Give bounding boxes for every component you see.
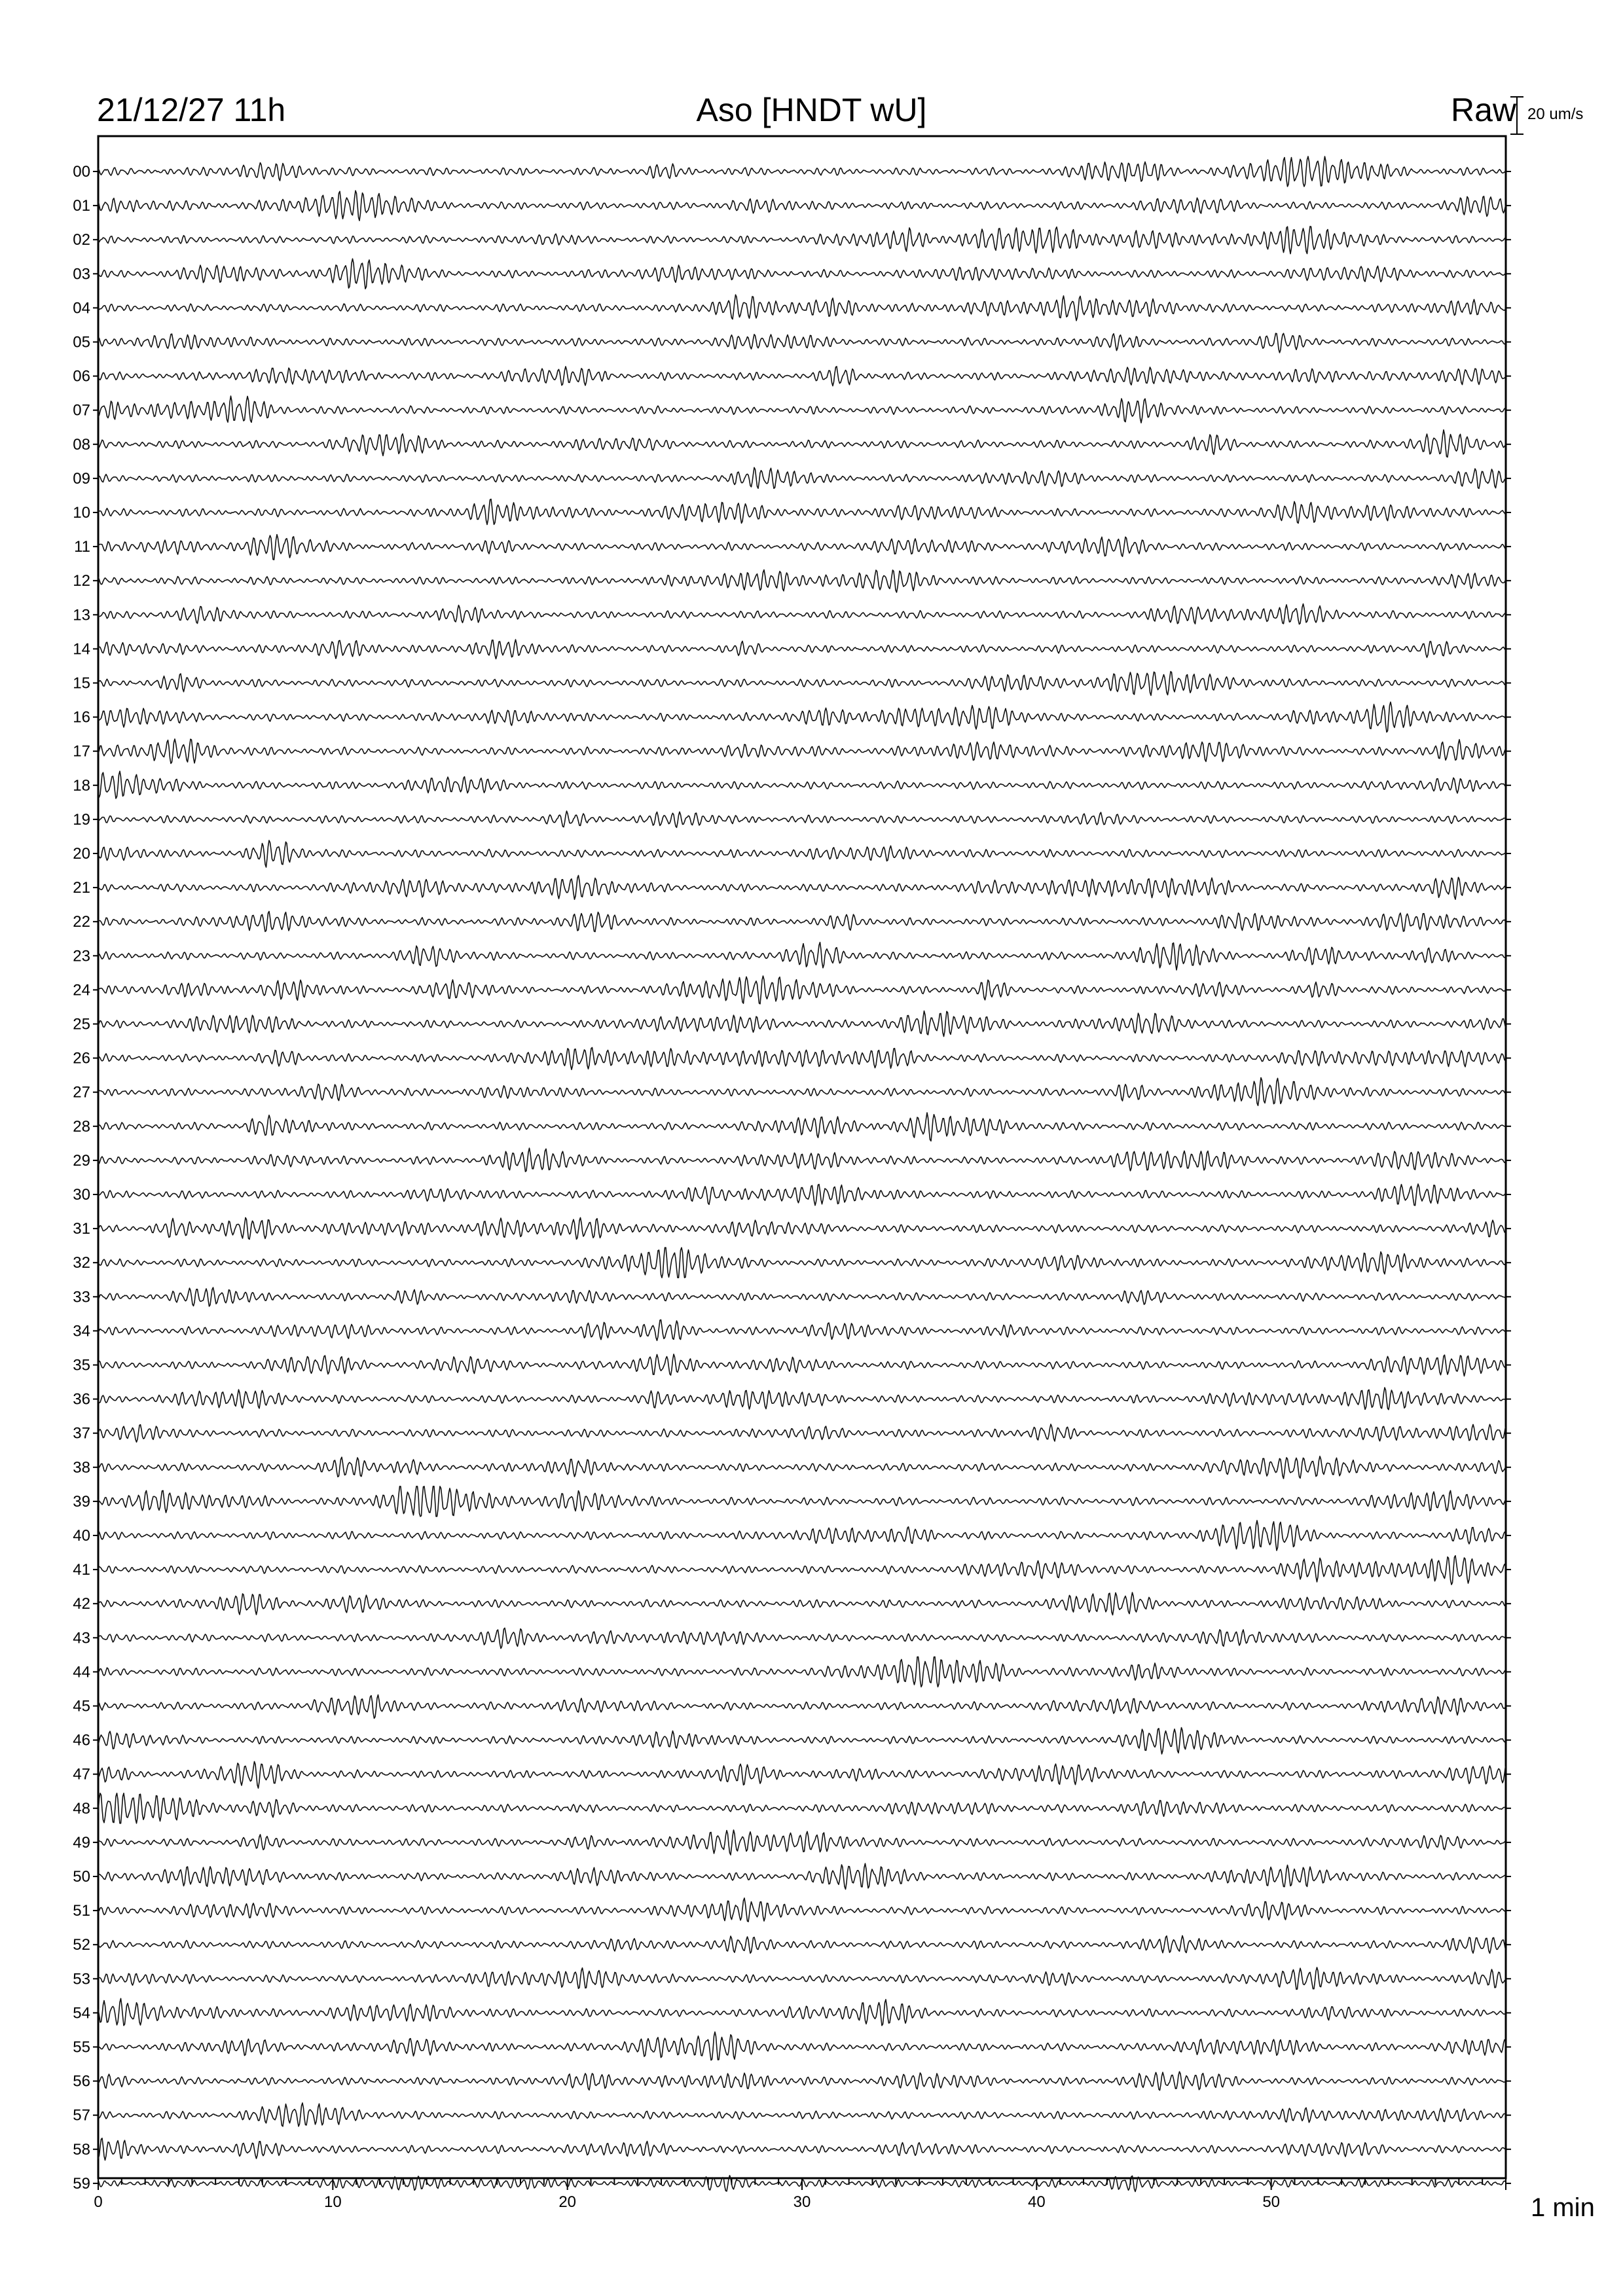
trace-line (98, 1048, 1506, 1070)
row-label: 11 (74, 538, 90, 556)
row-label: 41 (73, 1561, 90, 1579)
x-tick-label: 10 (323, 2193, 342, 2211)
trace-line (98, 1520, 1506, 1551)
x-tick-label: 50 (1262, 2193, 1281, 2211)
row-label: 20 (73, 845, 90, 863)
trace-line (98, 2103, 1506, 2126)
trace-line (98, 639, 1506, 658)
trace-group (98, 156, 1506, 2192)
row-label: 24 (73, 981, 90, 999)
row-label: 58 (73, 2140, 90, 2159)
trace-line (98, 771, 1506, 798)
row-label: 14 (73, 640, 90, 658)
row-label: 49 (73, 1833, 90, 1852)
x-tick-label: 20 (558, 2193, 577, 2211)
trace-line (98, 2138, 1506, 2161)
trace-line (98, 1830, 1506, 1855)
row-label: 46 (73, 1731, 90, 1749)
row-label: 23 (73, 947, 90, 965)
trace-line (98, 467, 1506, 488)
row-label: 15 (73, 674, 90, 692)
trace-line (98, 1967, 1506, 1990)
row-label: 04 (73, 299, 90, 317)
row-label: 10 (73, 504, 90, 522)
trace-line (98, 1793, 1506, 1823)
row-label: 42 (73, 1595, 90, 1613)
trace-line (98, 259, 1506, 289)
trace-line (98, 1217, 1506, 1239)
row-label: 00 (73, 163, 90, 181)
x-tick-label: 40 (1027, 2193, 1046, 2211)
row-label: 54 (73, 2004, 90, 2022)
row-label: 32 (73, 1254, 90, 1272)
trace-line (98, 911, 1506, 931)
trace-line (98, 1556, 1506, 1585)
row-label: 39 (73, 1492, 90, 1511)
trace-line (98, 2072, 1506, 2090)
trace-line (98, 1424, 1506, 1442)
trace-line (98, 499, 1506, 525)
row-label: 01 (73, 197, 90, 215)
row-label: 12 (73, 572, 90, 590)
row-label: 18 (73, 776, 90, 795)
trace-line (98, 1388, 1506, 1410)
station-title: Aso [HNDT wU] (696, 92, 927, 128)
row-label: 05 (73, 333, 90, 351)
trace-line (98, 702, 1506, 732)
trace-line (98, 811, 1506, 827)
row-label: 33 (73, 1288, 90, 1306)
trace-line (98, 2032, 1506, 2060)
row-label: 27 (73, 1083, 90, 1102)
row-label: 21 (73, 879, 90, 897)
row-label: 02 (73, 231, 90, 249)
mode-label: Raw (1450, 92, 1516, 128)
trace-line (98, 604, 1506, 624)
trace-line (98, 156, 1506, 187)
row-label: 31 (73, 1220, 90, 1238)
row-label: 40 (73, 1527, 90, 1545)
x-tick-label: 30 (793, 2193, 811, 2211)
trace-line (98, 1761, 1506, 1788)
row-label: 59 (73, 2174, 90, 2193)
row-label: 08 (73, 435, 90, 454)
x-unit-label: 1 min (1531, 2193, 1595, 2222)
trace-line (98, 1247, 1506, 1278)
row-label: 38 (73, 1458, 90, 1477)
trace-line (98, 1592, 1506, 1615)
row-label: 13 (73, 606, 90, 624)
row-label: 43 (73, 1629, 90, 1647)
trace-line (98, 367, 1506, 386)
row-label: 09 (73, 469, 90, 488)
trace-line (98, 1113, 1506, 1141)
trace-line (98, 1320, 1506, 1341)
row-label: 53 (73, 1970, 90, 1988)
row-label: 26 (73, 1049, 90, 1067)
row-label: 34 (73, 1322, 90, 1340)
trace-line (98, 1456, 1506, 1479)
row-label: 47 (73, 1765, 90, 1784)
row-label: 51 (73, 1902, 90, 1920)
x-tick-label: 0 (94, 2193, 103, 2211)
trace-line (98, 1657, 1506, 1687)
row-label: 52 (73, 1936, 90, 1954)
trace-line (98, 840, 1506, 867)
trace-line (98, 1898, 1506, 1922)
row-label: 50 (73, 1868, 90, 1886)
trace-line (98, 876, 1506, 900)
trace-line (98, 1998, 1506, 2025)
trace-line (98, 1486, 1506, 1516)
trace-line (98, 396, 1506, 423)
trace-line (98, 1148, 1506, 1172)
amplitude-scale-label: 20 um/s (1527, 105, 1584, 123)
row-label: 28 (73, 1117, 90, 1136)
row-label: 36 (73, 1390, 90, 1408)
row-label: 45 (73, 1697, 90, 1715)
row-label: 17 (73, 742, 90, 761)
row-label: 29 (73, 1151, 90, 1170)
trace-line (98, 1863, 1506, 1889)
row-label: 25 (73, 1015, 90, 1033)
datetime-title: 21/12/27 11h (97, 92, 286, 128)
row-label: 35 (73, 1356, 90, 1374)
row-label: 03 (73, 265, 90, 283)
trace-line (98, 1354, 1506, 1376)
trace-line (98, 1078, 1506, 1106)
trace-line (98, 1287, 1506, 1306)
trace-line (98, 535, 1506, 560)
trace-line (98, 295, 1506, 321)
trace-line (98, 333, 1506, 353)
trace-line (98, 672, 1506, 696)
row-label: 44 (73, 1663, 90, 1681)
trace-line (98, 1695, 1506, 1719)
trace-line (98, 739, 1506, 763)
trace-line (98, 430, 1506, 457)
trace-line (98, 1628, 1506, 1648)
trace-line (98, 942, 1506, 970)
row-label: 19 (73, 810, 90, 829)
trace-line (98, 976, 1506, 1004)
trace-line (98, 1728, 1506, 1754)
row-labels (73, 163, 1511, 2193)
row-label: 07 (73, 401, 90, 420)
row-label: 06 (73, 367, 90, 386)
row-label: 48 (73, 1799, 90, 1818)
row-label: 55 (73, 2038, 90, 2056)
trace-line (98, 1011, 1506, 1037)
row-label: 56 (73, 2072, 90, 2090)
trace-line (98, 226, 1506, 254)
row-label: 57 (73, 2106, 90, 2125)
row-label: 30 (73, 1186, 90, 1204)
trace-line (98, 190, 1506, 221)
trace-line (98, 1184, 1506, 1206)
row-label: 37 (73, 1424, 90, 1443)
trace-line (98, 570, 1506, 592)
row-label: 22 (73, 913, 90, 931)
trace-line (98, 1935, 1506, 1953)
row-label: 16 (73, 708, 90, 726)
